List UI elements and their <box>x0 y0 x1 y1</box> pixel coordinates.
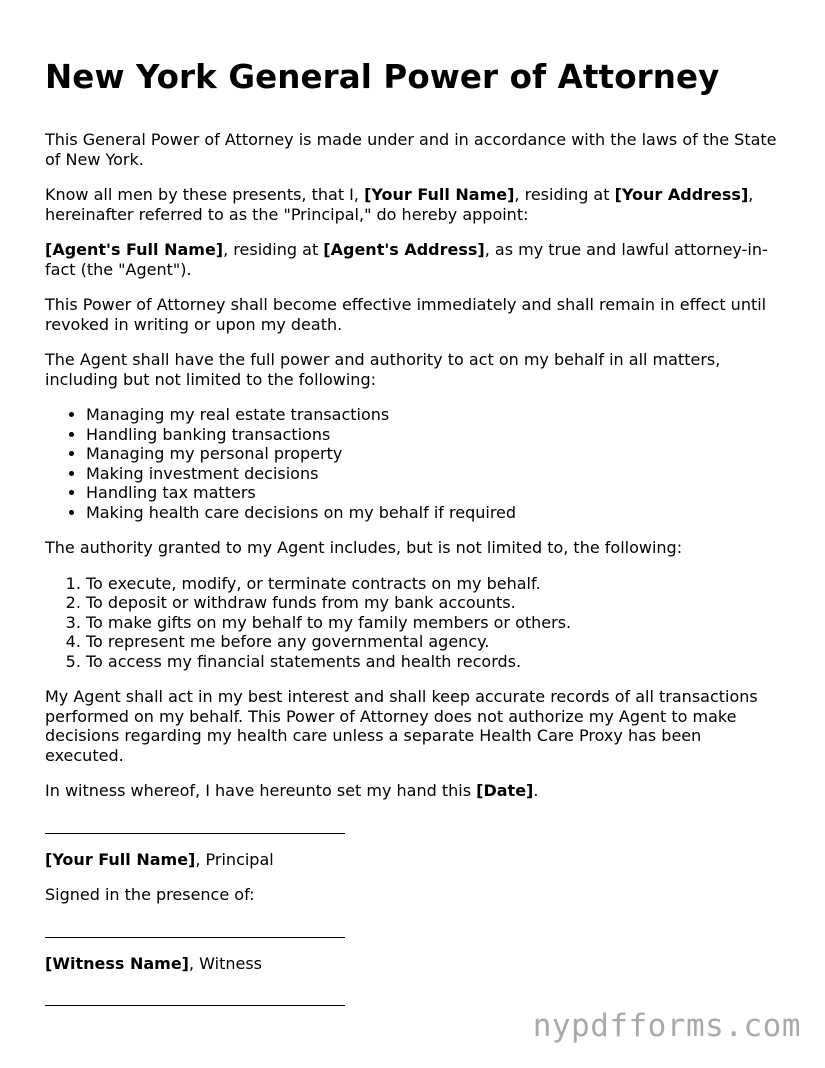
principal-signature-caption <box>45 850 785 870</box>
principal-signature-role: , Principal <box>195 849 274 869</box>
appointment-suffix: , hereinafter referred to as the "Principal," do hereby appoint: <box>45 185 754 224</box>
authority-intro: The authority granted to my Agent includes, but is not limited to, the following: <box>45 538 683 557</box>
agent-name-placeholder: [Agent's Full Name] <box>45 240 224 259</box>
document-title: New York General Power of Attorney <box>45 58 720 96</box>
document-page <box>45 52 785 1022</box>
list-item: 3. To make gifts on my behalf to my family members or others. <box>86 613 785 633</box>
witness-signature-line <box>45 921 345 938</box>
agent-address-placeholder: [Agent's Address] <box>323 240 485 259</box>
duties-paragraph: My Agent shall act in my best interest and shall keep accurate records of all transactions performed on my behalf. This Power of Attorney does not authorize my Agent to make decisions regarding my health care unless a separate Health Care Proxy has been executed. <box>45 687 758 765</box>
list-item: 1. To execute, modify, or terminate contracts on my behalf. <box>86 574 785 594</box>
principal-name-placeholder: [Your Full Name] <box>364 185 515 204</box>
appointment-prefix: Know all men by these presents, that I, <box>45 185 365 204</box>
list-item: 5. To access my financial statements and health records. <box>86 652 785 672</box>
list-item: • Handling banking transactions <box>86 425 785 445</box>
witness-signature-name: [Witness Name] <box>45 953 189 973</box>
witness-signature-caption <box>45 954 785 974</box>
witness-prefix: In witness whereof, I have hereunto set my hand this <box>45 781 477 800</box>
principal-signature-line <box>45 817 345 834</box>
witness-suffix: . <box>533 781 539 800</box>
list-item: • Managing my personal property <box>86 444 785 464</box>
powers-intro: The Agent shall have the full power and authority to act on my behalf in all matters, including but not limited to the following: <box>45 350 721 389</box>
agent-paragraph <box>45 240 785 279</box>
list-item: 2. To deposit or withdraw funds from my bank accounts. <box>86 593 785 613</box>
agent-mid: , residing at <box>223 240 324 259</box>
list-item: • Making investment decisions <box>86 464 785 484</box>
list-item: • Making health care decisions on my behalf if required <box>86 503 785 523</box>
date-placeholder: [Date] <box>476 781 534 800</box>
appointment-paragraph <box>45 185 785 224</box>
watermark: nypdfforms.com <box>532 1008 801 1044</box>
principal-address-placeholder: [Your Address] <box>614 185 749 204</box>
effective-paragraph: This Power of Attorney shall become effective immediately and shall remain in effect until revoked in writing or upon my death. <box>45 295 767 334</box>
witness-paragraph <box>45 781 785 801</box>
authority-list <box>45 574 785 672</box>
appointment-mid: , residing at <box>514 185 615 204</box>
presence-text: Signed in the presence of: <box>45 885 255 904</box>
powers-list <box>45 405 785 522</box>
intro-paragraph: This General Power of Attorney is made under and in accordance with the laws of the State of New York. <box>45 130 777 169</box>
list-item: 4. To represent me before any governmental agency. <box>86 632 785 652</box>
witness-signature-role: , Witness <box>188 953 262 973</box>
list-item: • Handling tax matters <box>86 483 785 503</box>
final-signature-line <box>45 989 345 1006</box>
list-item: • Managing my real estate transactions <box>86 405 785 425</box>
principal-signature-name: [Your Full Name] <box>45 849 196 869</box>
agent-suffix: , as my true and lawful attorney-in-fact (the "Agent"). <box>45 240 768 279</box>
